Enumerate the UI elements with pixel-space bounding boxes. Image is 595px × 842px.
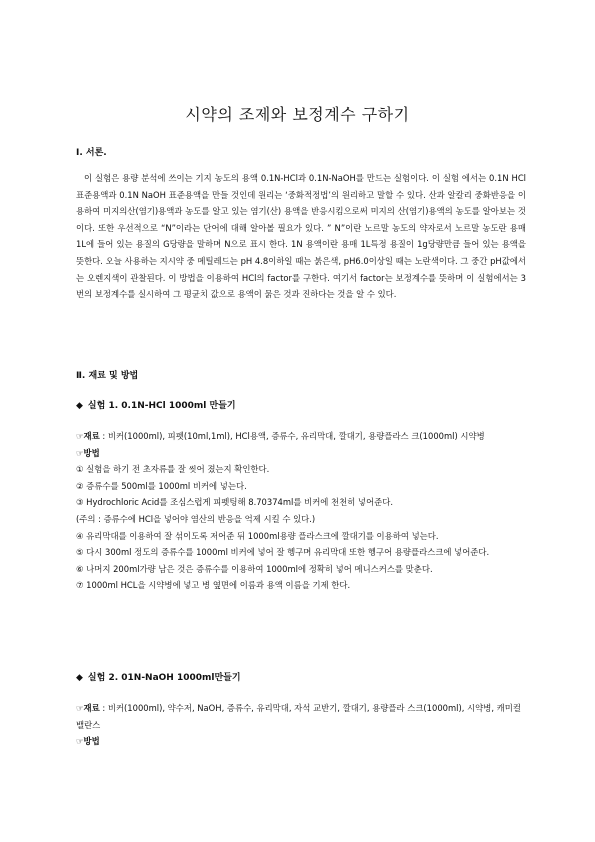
document-title: 시약의 조제와 보정계수 구하기 [185, 105, 410, 124]
diamond-icon: ◆ [76, 673, 83, 683]
experiment-1-title: 실험 1. 0.1N-HCl 1000ml 만들기 [87, 401, 236, 411]
experiment-2-materials [76, 700, 526, 733]
step-2: ② 증류수를 500ml를 1000ml 비커에 넣는다. [76, 480, 247, 491]
experiment-2-body [76, 700, 526, 750]
materials-label: ☞재료 [76, 703, 100, 713]
experiment-2-title: 실험 2. 01N-NaOH 1000ml만들기 [87, 673, 241, 683]
step-3: ③ Hydrochloric Acid를 조심스럽게 피펫팅해 8.70374ml를 비커에 천천히 넣어준다. [76, 497, 393, 508]
experiment-1-method-label: ☞방법 [76, 447, 100, 458]
introduction-paragraph: 이 실험은 용량 분석에 쓰이는 기지 농도의 용액 0.1N-HCl과 0.1N-NaOH를 만드는 실험이다. 이 실험 에서는 0.1N HCl 표준용액과 0.1N NaOH 표준용액을 만들 것인데 원리는 ‘중화적정법’의 원리하고 말할 수 있다. 산과 알칼리 중화반응을 이용하여 미지의산(염기)용액과 농도를 알고 있는 염기(산) 용액을 반응시킴으로써 미지의 산(염기)용액의 농도를 알아보는 것이다. 또한 우선적으로 “N”이라는 단어에 대해 알아볼 필요가 있다. ” N”이란 노르말 농도의 약자로서 노르말 농도란 용매 1L에 들어 있는 용질의 G당량을 말하며 N으로 표시 한다. 1N 용액이란 용매 1L특정 용질이 1g당량만큼 들어 있는 용액을 뜻한다. 오늘 사용하는 지시약 중 메틸레드는 pH 4.8이하일 때는 붉은색, pH6.0이상일 때는 노란색이다. 그 중간 pH값에서는 오렌지색이 관찰된다. 이 방법을 이용하여 HCl의 factor를 구한다. 여기서 factor는 보정계수를 뜻하며 이 실험에서는 3번의 보정계수를 실시하여 그 평균치 값으로 용액이 묽은 것과 진하다는 것을 알 수 있다. [76, 173, 526, 300]
section-heading-introduction: Ⅰ. 서론. [76, 148, 107, 158]
experiment-1-materials [76, 428, 526, 445]
diamond-icon: ◆ [76, 401, 83, 411]
step-4: ④ 유리막대를 이용하여 잘 섞이도록 저어준 뒤 1000ml용량 플라스크에 깔대기를 이용하여 넣는다. [76, 530, 439, 541]
step-7: ⑦ 1000ml HCL을 시약병에 넣고 병 옆면에 이름과 용액 이름을 기제 한다. [76, 580, 351, 591]
materials-label: ☞재료 [76, 431, 100, 441]
step-5: ⑤ 다시 300ml 정도의 증류수를 1000ml 비커에 넣어 잘 헹구며 유리막대 또한 헹구어 용량플라스크에 넣어준다. [76, 547, 490, 558]
step-1: ① 실험을 하기 전 초자류를 잘 씻어 졌는지 확인한다. [76, 464, 270, 475]
section-heading-materials-methods: Ⅱ. 재료 및 방법 [76, 371, 139, 381]
step-3-note: (주의 : 증류수에 HCl을 넣어야 염산의 반응을 억제 시킬 수 있다.) [76, 513, 316, 524]
experiment-2-method-label: ☞방법 [76, 736, 100, 747]
step-6: ⑥ 나머지 200ml가량 남은 것은 증류수를 이용하여 1000ml에 정확히 넣어 메니스커스를 맞춘다. [76, 563, 433, 574]
materials-text: : 비커(1000ml), 피펫(10ml,1ml), HCl용액, 증류수, 유리막대, 깔대기, 용량플라스 크(1000ml) 시약병 [99, 431, 485, 441]
experiment-1-body [76, 428, 526, 594]
materials-text: : 비커(1000ml), 약수저, NaOH, 증류수, 유리막대, 자석 교반기, 깔대기, 용량플라 스크(1000ml), 시약병, 캐미컬밸란스 [76, 703, 521, 730]
experiment-2-heading [76, 670, 241, 683]
experiment-1-heading [76, 398, 236, 411]
